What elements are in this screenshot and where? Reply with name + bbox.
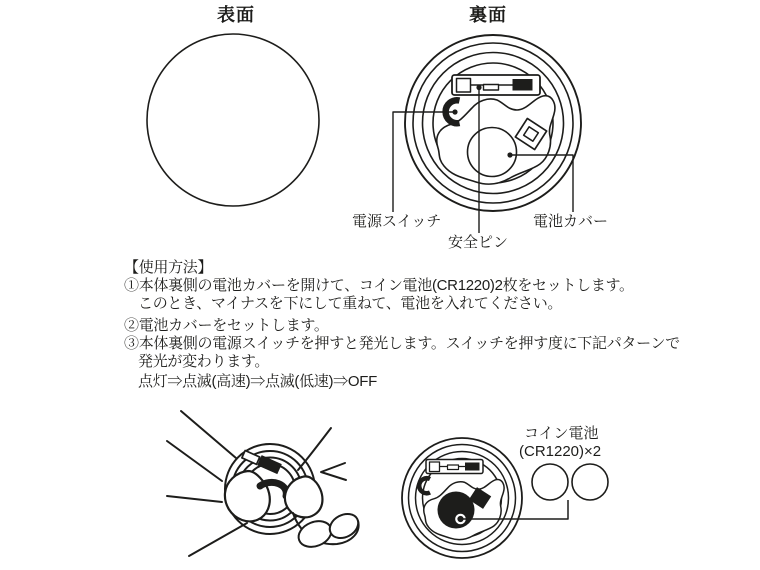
right-hand-outline xyxy=(321,463,346,480)
left-hand-outline xyxy=(181,411,236,458)
coin-battery-label-line1: コイン電池 xyxy=(524,425,599,442)
pin-small xyxy=(426,460,483,474)
instructions-heading: 【使用方法】 xyxy=(124,259,213,276)
right-finger xyxy=(326,509,363,543)
label-battery-cover: 電池カバー xyxy=(533,213,609,230)
instruction-step-2: ②電池カバーをセットします。 xyxy=(124,317,329,334)
instruction-step-1: ①本体裏側の電池カバーを開けて、コイン電池(CR1220)2枚をセットします。 xyxy=(124,277,634,294)
right-hand-outline xyxy=(298,428,331,470)
right-thumb xyxy=(285,476,323,517)
left-hand-outline xyxy=(189,523,247,556)
left-thumb xyxy=(225,471,270,521)
label-power-switch: 電源スイッチ xyxy=(352,213,442,230)
coin-battery-circles xyxy=(532,464,608,500)
instruction-step-3: ③本体裏側の電源スイッチを押すと発光します。スイッチを押す度に下記パターンで xyxy=(124,335,680,352)
back-face-title: 裏面 xyxy=(469,5,507,25)
instruction-step-3-cont: 発光が変わります。 xyxy=(138,353,270,370)
hands-opening-illustration xyxy=(167,411,362,556)
instruction-step-1-cont: このとき、マイナスを下にして重ねて、電池を入れてください。 xyxy=(138,295,563,312)
front-face-circle xyxy=(147,34,319,206)
front-face-title: 表面 xyxy=(217,5,255,25)
label-safety-pin: 安全ピン xyxy=(448,234,509,251)
battery-compartment-circle xyxy=(468,128,517,177)
light-pattern-sequence: 点灯⇒点滅(高速)⇒点滅(低速)⇒OFF xyxy=(138,373,377,390)
left-hand-outline xyxy=(167,496,222,502)
back-face-diagram xyxy=(393,35,581,233)
safety-pin-drawing xyxy=(452,75,540,95)
left-hand-outline xyxy=(167,441,222,481)
coin-battery-label-line2: (CR1220)×2 xyxy=(519,443,602,460)
